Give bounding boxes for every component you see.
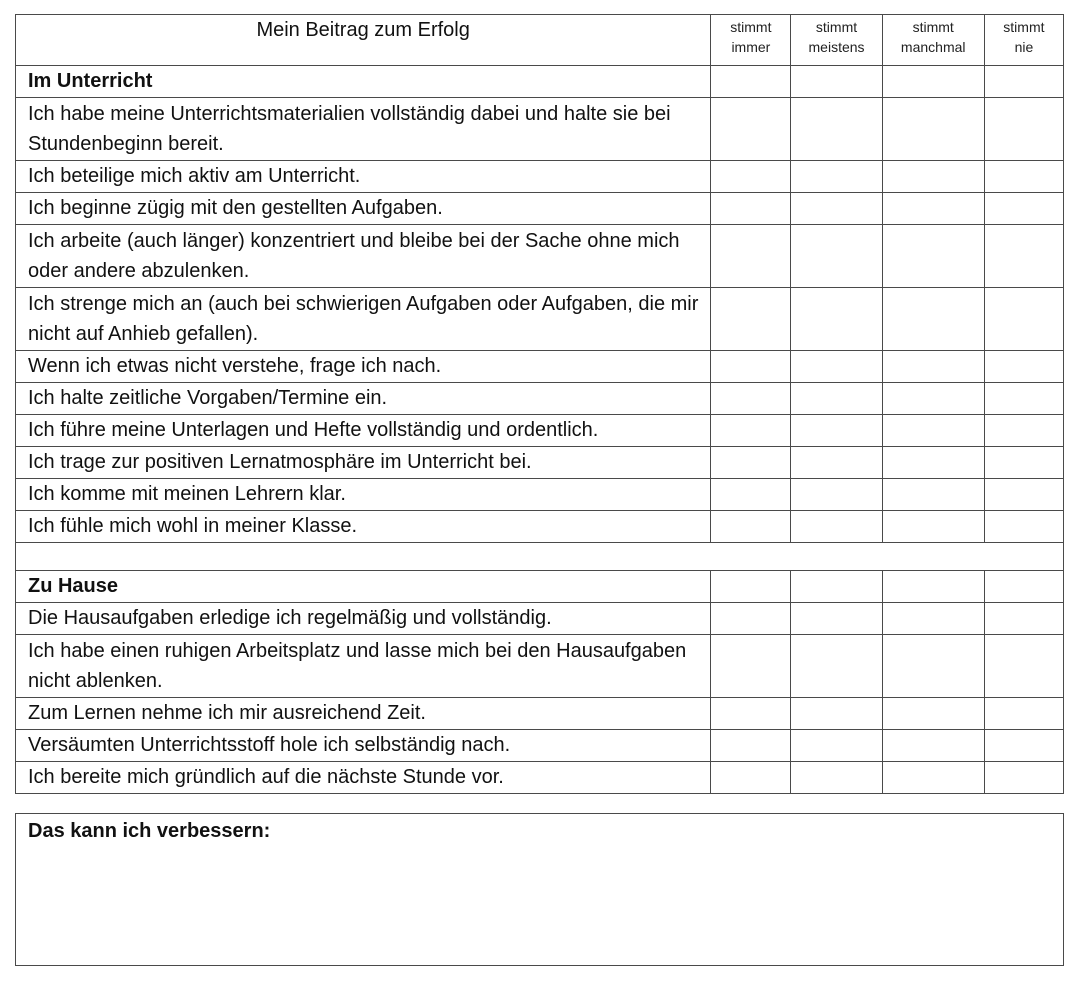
table-title: Mein Beitrag zum Erfolg xyxy=(16,15,711,66)
rating-cell-manchmal[interactable] xyxy=(882,193,984,225)
section-blank-cell xyxy=(882,66,984,98)
rating-cell-meistens[interactable] xyxy=(791,415,882,447)
rating-cell-meistens[interactable] xyxy=(791,383,882,415)
self-assessment-sheet xyxy=(15,14,1064,794)
rating-cell-immer[interactable] xyxy=(711,193,791,225)
table-row xyxy=(16,511,1064,543)
section-header-row xyxy=(16,66,1064,98)
rating-cell-immer[interactable] xyxy=(711,383,791,415)
column-header-meistens: stimmt meistens xyxy=(791,15,882,66)
statement-text: Ich komme mit meinen Lehrern klar. xyxy=(16,479,711,511)
rating-cell-nie[interactable] xyxy=(984,351,1063,383)
rating-cell-manchmal[interactable] xyxy=(882,511,984,543)
table-row xyxy=(16,383,1064,415)
rating-cell-nie[interactable] xyxy=(984,762,1063,794)
rating-cell-immer[interactable] xyxy=(711,98,791,161)
rating-cell-meistens[interactable] xyxy=(791,98,882,161)
spacer-cell xyxy=(16,543,1064,571)
rating-cell-manchmal[interactable] xyxy=(882,603,984,635)
table-row xyxy=(16,415,1064,447)
section-blank-cell xyxy=(711,571,791,603)
rating-cell-immer[interactable] xyxy=(711,447,791,479)
table-row xyxy=(16,635,1064,698)
statement-text: Ich führe meine Unterlagen und Hefte vollständig und ordentlich. xyxy=(16,415,711,447)
rating-cell-meistens[interactable] xyxy=(791,479,882,511)
rating-cell-meistens[interactable] xyxy=(791,762,882,794)
section-header-row xyxy=(16,571,1064,603)
rating-cell-manchmal[interactable] xyxy=(882,698,984,730)
rating-cell-nie[interactable] xyxy=(984,447,1063,479)
rating-cell-meistens[interactable] xyxy=(791,511,882,543)
rating-cell-meistens[interactable] xyxy=(791,698,882,730)
rating-cell-immer[interactable] xyxy=(711,288,791,351)
rating-cell-manchmal[interactable] xyxy=(882,447,984,479)
rating-cell-meistens[interactable] xyxy=(791,635,882,698)
rating-cell-meistens[interactable] xyxy=(791,447,882,479)
statement-text: Versäumten Unterrichtsstoff hole ich selbständig nach. xyxy=(16,730,711,762)
rating-cell-meistens[interactable] xyxy=(791,161,882,193)
section-spacer xyxy=(16,543,1064,571)
rating-cell-manchmal[interactable] xyxy=(882,288,984,351)
column-header-immer: stimmt immer xyxy=(711,15,791,66)
rating-cell-immer[interactable] xyxy=(711,762,791,794)
section-blank-cell xyxy=(984,66,1063,98)
improvement-box[interactable] xyxy=(15,813,1064,966)
rating-cell-nie[interactable] xyxy=(984,161,1063,193)
table-row xyxy=(16,698,1064,730)
rating-cell-immer[interactable] xyxy=(711,479,791,511)
statement-text: Ich halte zeitliche Vorgaben/Termine ein. xyxy=(16,383,711,415)
section-blank-cell xyxy=(882,571,984,603)
table-row xyxy=(16,98,1064,161)
rating-cell-manchmal[interactable] xyxy=(882,415,984,447)
table-row xyxy=(16,288,1064,351)
rating-cell-manchmal[interactable] xyxy=(882,479,984,511)
rating-cell-meistens[interactable] xyxy=(791,730,882,762)
section-blank-cell xyxy=(711,66,791,98)
table-row xyxy=(16,225,1064,288)
rating-cell-nie[interactable] xyxy=(984,225,1063,288)
rating-cell-meistens[interactable] xyxy=(791,225,882,288)
header-row xyxy=(16,15,1064,66)
statement-text: Ich beteilige mich aktiv am Unterricht. xyxy=(16,161,711,193)
rating-cell-nie[interactable] xyxy=(984,98,1063,161)
rating-cell-immer[interactable] xyxy=(711,698,791,730)
table-row xyxy=(16,447,1064,479)
statement-text: Ich habe einen ruhigen Arbeitsplatz und lasse mich bei den Hausaufgaben nicht ablenken. xyxy=(16,635,711,698)
table-row xyxy=(16,730,1064,762)
rating-cell-immer[interactable] xyxy=(711,161,791,193)
section-title-unterricht: Im Unterricht xyxy=(16,66,711,98)
rating-cell-nie[interactable] xyxy=(984,193,1063,225)
rating-cell-immer[interactable] xyxy=(711,351,791,383)
section-blank-cell xyxy=(791,66,882,98)
column-header-nie: stimmt nie xyxy=(984,15,1063,66)
rating-cell-manchmal[interactable] xyxy=(882,351,984,383)
statement-text: Die Hausaufgaben erledige ich regelmäßig und vollständig. xyxy=(16,603,711,635)
column-header-manchmal: stimmt manchmal xyxy=(882,15,984,66)
table-row xyxy=(16,193,1064,225)
rating-cell-immer[interactable] xyxy=(711,511,791,543)
rating-cell-manchmal[interactable] xyxy=(882,762,984,794)
table-row xyxy=(16,351,1064,383)
rating-cell-meistens[interactable] xyxy=(791,288,882,351)
rating-cell-nie[interactable] xyxy=(984,288,1063,351)
rating-cell-nie[interactable] xyxy=(984,415,1063,447)
table-row xyxy=(16,762,1064,794)
rating-cell-nie[interactable] xyxy=(984,383,1063,415)
rating-cell-manchmal[interactable] xyxy=(882,225,984,288)
rating-cell-manchmal[interactable] xyxy=(882,635,984,698)
section-blank-cell xyxy=(984,571,1063,603)
table-row xyxy=(16,603,1064,635)
rating-cell-nie[interactable] xyxy=(984,698,1063,730)
rating-cell-nie[interactable] xyxy=(984,511,1063,543)
statement-text: Zum Lernen nehme ich mir ausreichend Zeit. xyxy=(16,698,711,730)
table-row xyxy=(16,161,1064,193)
rating-cell-manchmal[interactable] xyxy=(882,98,984,161)
rating-cell-immer[interactable] xyxy=(711,730,791,762)
rating-cell-manchmal[interactable] xyxy=(882,730,984,762)
improvement-label: Das kann ich verbessern: xyxy=(28,820,271,842)
statement-text: Ich beginne zügig mit den gestellten Aufgaben. xyxy=(16,193,711,225)
section-blank-cell xyxy=(791,571,882,603)
rating-cell-immer[interactable] xyxy=(711,225,791,288)
assessment-table xyxy=(15,14,1064,794)
rating-cell-immer[interactable] xyxy=(711,603,791,635)
rating-cell-immer[interactable] xyxy=(711,415,791,447)
rating-cell-immer[interactable] xyxy=(711,635,791,698)
rating-cell-meistens[interactable] xyxy=(791,193,882,225)
statement-text: Ich fühle mich wohl in meiner Klasse. xyxy=(16,511,711,543)
section-title-zu-hause: Zu Hause xyxy=(16,571,711,603)
statement-text: Ich arbeite (auch länger) konzentriert und bleibe bei der Sache ohne mich oder andere abzulenken. xyxy=(16,225,711,288)
rating-cell-nie[interactable] xyxy=(984,603,1063,635)
table-row xyxy=(16,479,1064,511)
rating-cell-nie[interactable] xyxy=(984,479,1063,511)
rating-cell-nie[interactable] xyxy=(984,635,1063,698)
statement-text: Wenn ich etwas nicht verstehe, frage ich nach. xyxy=(16,351,711,383)
rating-cell-manchmal[interactable] xyxy=(882,161,984,193)
statement-text: Ich bereite mich gründlich auf die nächste Stunde vor. xyxy=(16,762,711,794)
statement-text: Ich trage zur positiven Lernatmosphäre im Unterricht bei. xyxy=(16,447,711,479)
rating-cell-meistens[interactable] xyxy=(791,603,882,635)
statement-text: Ich strenge mich an (auch bei schwierigen Aufgaben oder Aufgaben, die mir nicht auf Anhieb gefallen). xyxy=(16,288,711,351)
statement-text: Ich habe meine Unterrichtsmaterialien vollständig dabei und halte sie bei Stundenbeginn bereit. xyxy=(16,98,711,161)
rating-cell-manchmal[interactable] xyxy=(882,383,984,415)
rating-cell-meistens[interactable] xyxy=(791,351,882,383)
rating-cell-nie[interactable] xyxy=(984,730,1063,762)
